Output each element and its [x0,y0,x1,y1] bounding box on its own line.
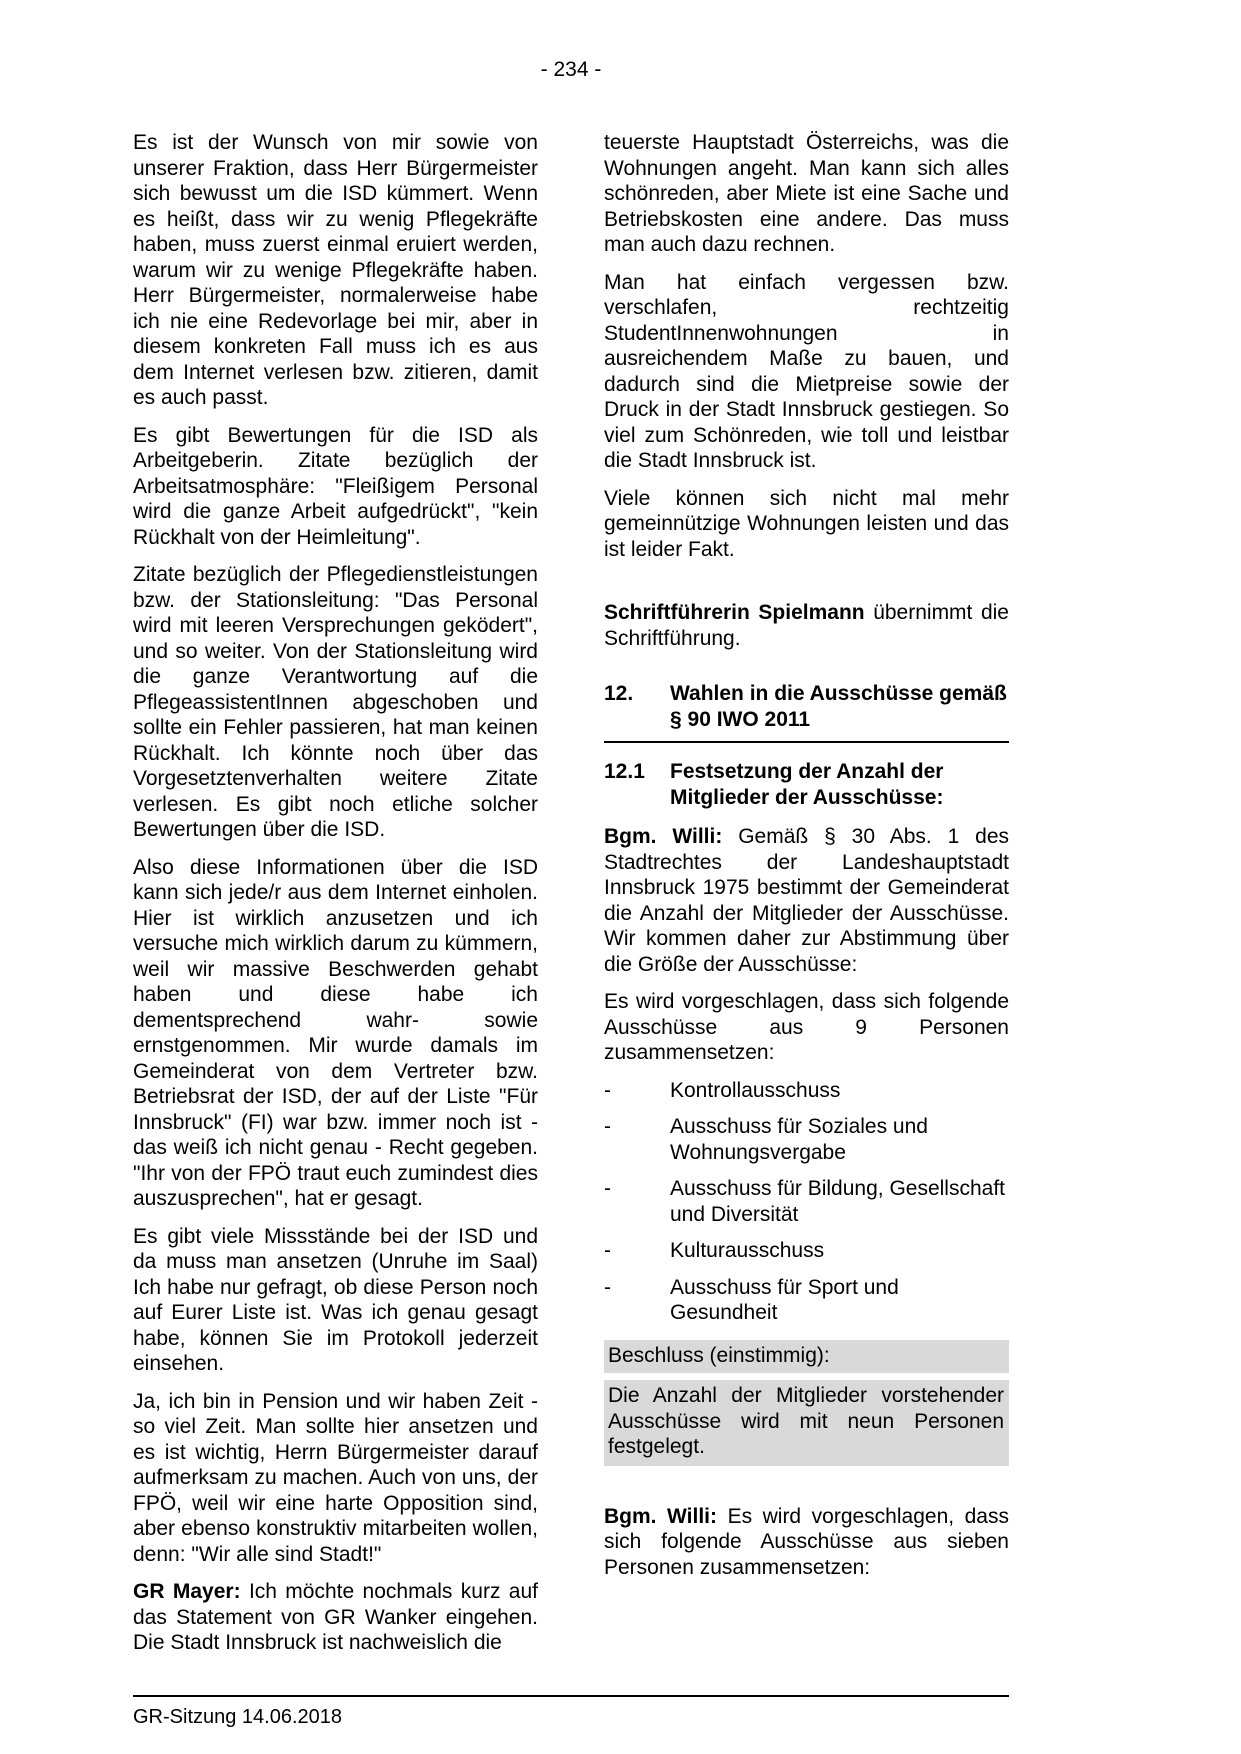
speaker-name: Schriftführerin Spielmann [604,601,865,624]
paragraph [604,824,1009,977]
section-12-heading [604,681,1009,743]
speaker-name: Bgm. Willi: [604,825,723,848]
list-marker: - [604,1239,611,1262]
paragraph: teuerste Hauptstadt Österreichs, was die Wohnungen angeht. Man kann sich alles schönreden, aber Miete ist eine Sache und Betriebskosten eine andere. Das muss man auch dazu rechnen. [604,131,1009,256]
list-marker: - [604,1177,611,1200]
decision-block [604,1340,1009,1466]
paragraph-text: Es wird vorgeschlagen, dass sich folgende Ausschüsse aus sieben Personen zusammensetzen: [604,1504,1009,1579]
committee-list [604,1078,1009,1326]
section-number: 12.1 [604,760,645,783]
document-page [133,0,1009,1668]
paragraph-text: Gemäß § 30 Abs. 1 des Stadtrechtes der Landeshauptstadt Innsbruck 1975 bestimmt der Gemeinderat die Anzahl der Mitglieder der Ausschüsse. Wir kommen daher zur Abstimmung über die Größe der Ausschüsse: [604,825,1009,976]
list-item-text: Ausschuss für Soziales und Wohnungsvergabe [670,1115,928,1164]
paragraph: Zitate bezüglich der Pflegedienstleistungen bzw. der Stationsleitung: "Das Personal wird mit leeren Versprechungen geködert", und so weiter. Von der Stationsleitung wird die ganze Verantwortung auf die PflegeassistentInnen abgeschoben und sollte ein Fehler passieren, hat man keinen Rückhalt. Ich könnte noch über das Vorgesetztenverhalten weitere Zitate verlesen. Es gibt noch etliche solcher Bewertungen über die ISD. [133,563,538,841]
paragraph-text: übernimmt die Schriftführung. [604,601,1009,650]
paragraph: Es gibt viele Missstände bei der ISD und da muss man ansetzen (Unruhe im Saal) Ich habe nur gefragt, ob diese Person noch auf Eurer Liste ist. Was ich genau gesagt habe, können Sie im Protokoll jederzeit einsehen. [133,1224,538,1375]
paragraph: Also diese Informationen über die ISD kann sich jede/r aus dem Internet einholen. Hier ist wirklich anzusetzen und ich versuche mich wirklich darum zu kümmern, weil wir massive Beschwerden gehabt haben und diese habe ich dementsprechend wahr- sowie ernstgenommen. Mir wurde damals im Gemeinderat von dem Vertreter bzw. Betriebsrat der ISD, der auf der Liste "Für Innsbruck" (FI) war bzw. immer noch ist - das weiß ich nicht genau - Recht gegeben. "Ihr von der FPÖ traut euch zumindest dies auszusprechen", hat er gesagt. [133,855,538,1210]
right-column [604,130,1009,1668]
paragraph [604,600,1009,651]
speaker-name: Bgm. Willi: [604,1504,718,1528]
page-number: - 234 - [540,58,602,81]
section-title: Festsetzung der Anzahl der Mitglieder der Ausschüsse: [670,760,944,809]
list-item [604,1176,1009,1227]
left-column [133,130,538,1668]
list-marker: - [604,1115,611,1138]
list-item [604,1238,1009,1264]
section-12-1-heading [604,759,1009,810]
paragraph: Viele können sich nicht mal mehr gemeinnützige Wohnungen leisten und das ist leider Fakt. [604,486,1009,561]
list-item-text: Kulturausschuss [670,1239,825,1262]
paragraph: Man hat einfach vergessen bzw. verschlafen, rechtzeitig StudentInnenwohnungen in ausreichendem Maße zu bauen, und dadurch sind die Mietpreise sowie der Druck in der Stadt Innsbruck gestiegen. So viel zum Schönreden, wie toll und leistbar die Stadt Innsbruck ist. [604,270,1009,472]
list-item [604,1078,1009,1104]
paragraph [604,1504,1009,1581]
paragraph: Es wird vorgeschlagen, dass sich folgende Ausschüsse aus 9 Personen zusammensetzen: [604,990,1009,1064]
content-columns [133,130,1009,1668]
decision-title: Beschluss (einstimmig): [604,1340,1009,1374]
section-title: Wahlen in die Ausschüsse gemäß § 90 IWO 2011 [670,682,1007,731]
footer-text: GR-Sitzung 14.06.2018 [133,1706,343,1728]
list-marker: - [604,1078,611,1102]
section-number: 12. [604,682,634,705]
list-item [604,1114,1009,1165]
page-footer [133,1695,1009,1729]
list-item [604,1275,1009,1326]
paragraph: Es gibt Bewertungen für die ISD als Arbeitgeberin. Zitate bezüglich der Arbeitsatmosphäre: "Fleißigem Personal wird die ganze Arbeit aufgedrückt", "kein Rückhalt von der Heimleitung". [133,423,538,549]
list-marker: - [604,1275,611,1299]
list-item-text: Ausschuss für Sport und Gesundheit [670,1275,899,1324]
decision-text: Die Anzahl der Mitglieder vorstehender Ausschüsse wird mit neun Personen festgelegt. [604,1380,1009,1466]
paragraph-text: Ich möchte nochmals kurz auf das Statement von GR Wanker eingehen. Die Stadt Innsbruck ist nachweislich die [133,1580,538,1654]
speaker-name: GR Mayer: [133,1580,241,1603]
paragraph: Es ist der Wunsch von mir sowie von unserer Fraktion, dass Herr Bürgermeister sich bewusst um die ISD kümmert. Wenn es heißt, dass wir zu wenig Pflegekräfte haben, muss zuerst einmal eruiert werden, warum wir zu wenige Pflegekräfte haben. Herr Bürgermeister, normalerweise habe ich nie eine Redevorlage bei mir, aber in diesem konkreten Fall muss ich es aus dem Internet verlesen bzw. zitieren, damit es auch passt. [133,131,538,409]
list-item-text: Kontrollausschuss [670,1078,841,1102]
list-item-text: Ausschuss für Bildung, Gesellschaft und Diversität [670,1177,1005,1226]
paragraph: Ja, ich bin in Pension und wir haben Zeit - so viel Zeit. Man sollte hier ansetzen und es ist wichtig, Herrn Bürgermeister darauf aufmerksam zu machen. Auch von uns, der FPÖ, weil wir eine harte Opposition sind, aber ebenso konstruktiv mitarbeiten wollen, denn: "Wir alle sind Stadt!" [133,1389,538,1566]
paragraph [133,1579,538,1656]
